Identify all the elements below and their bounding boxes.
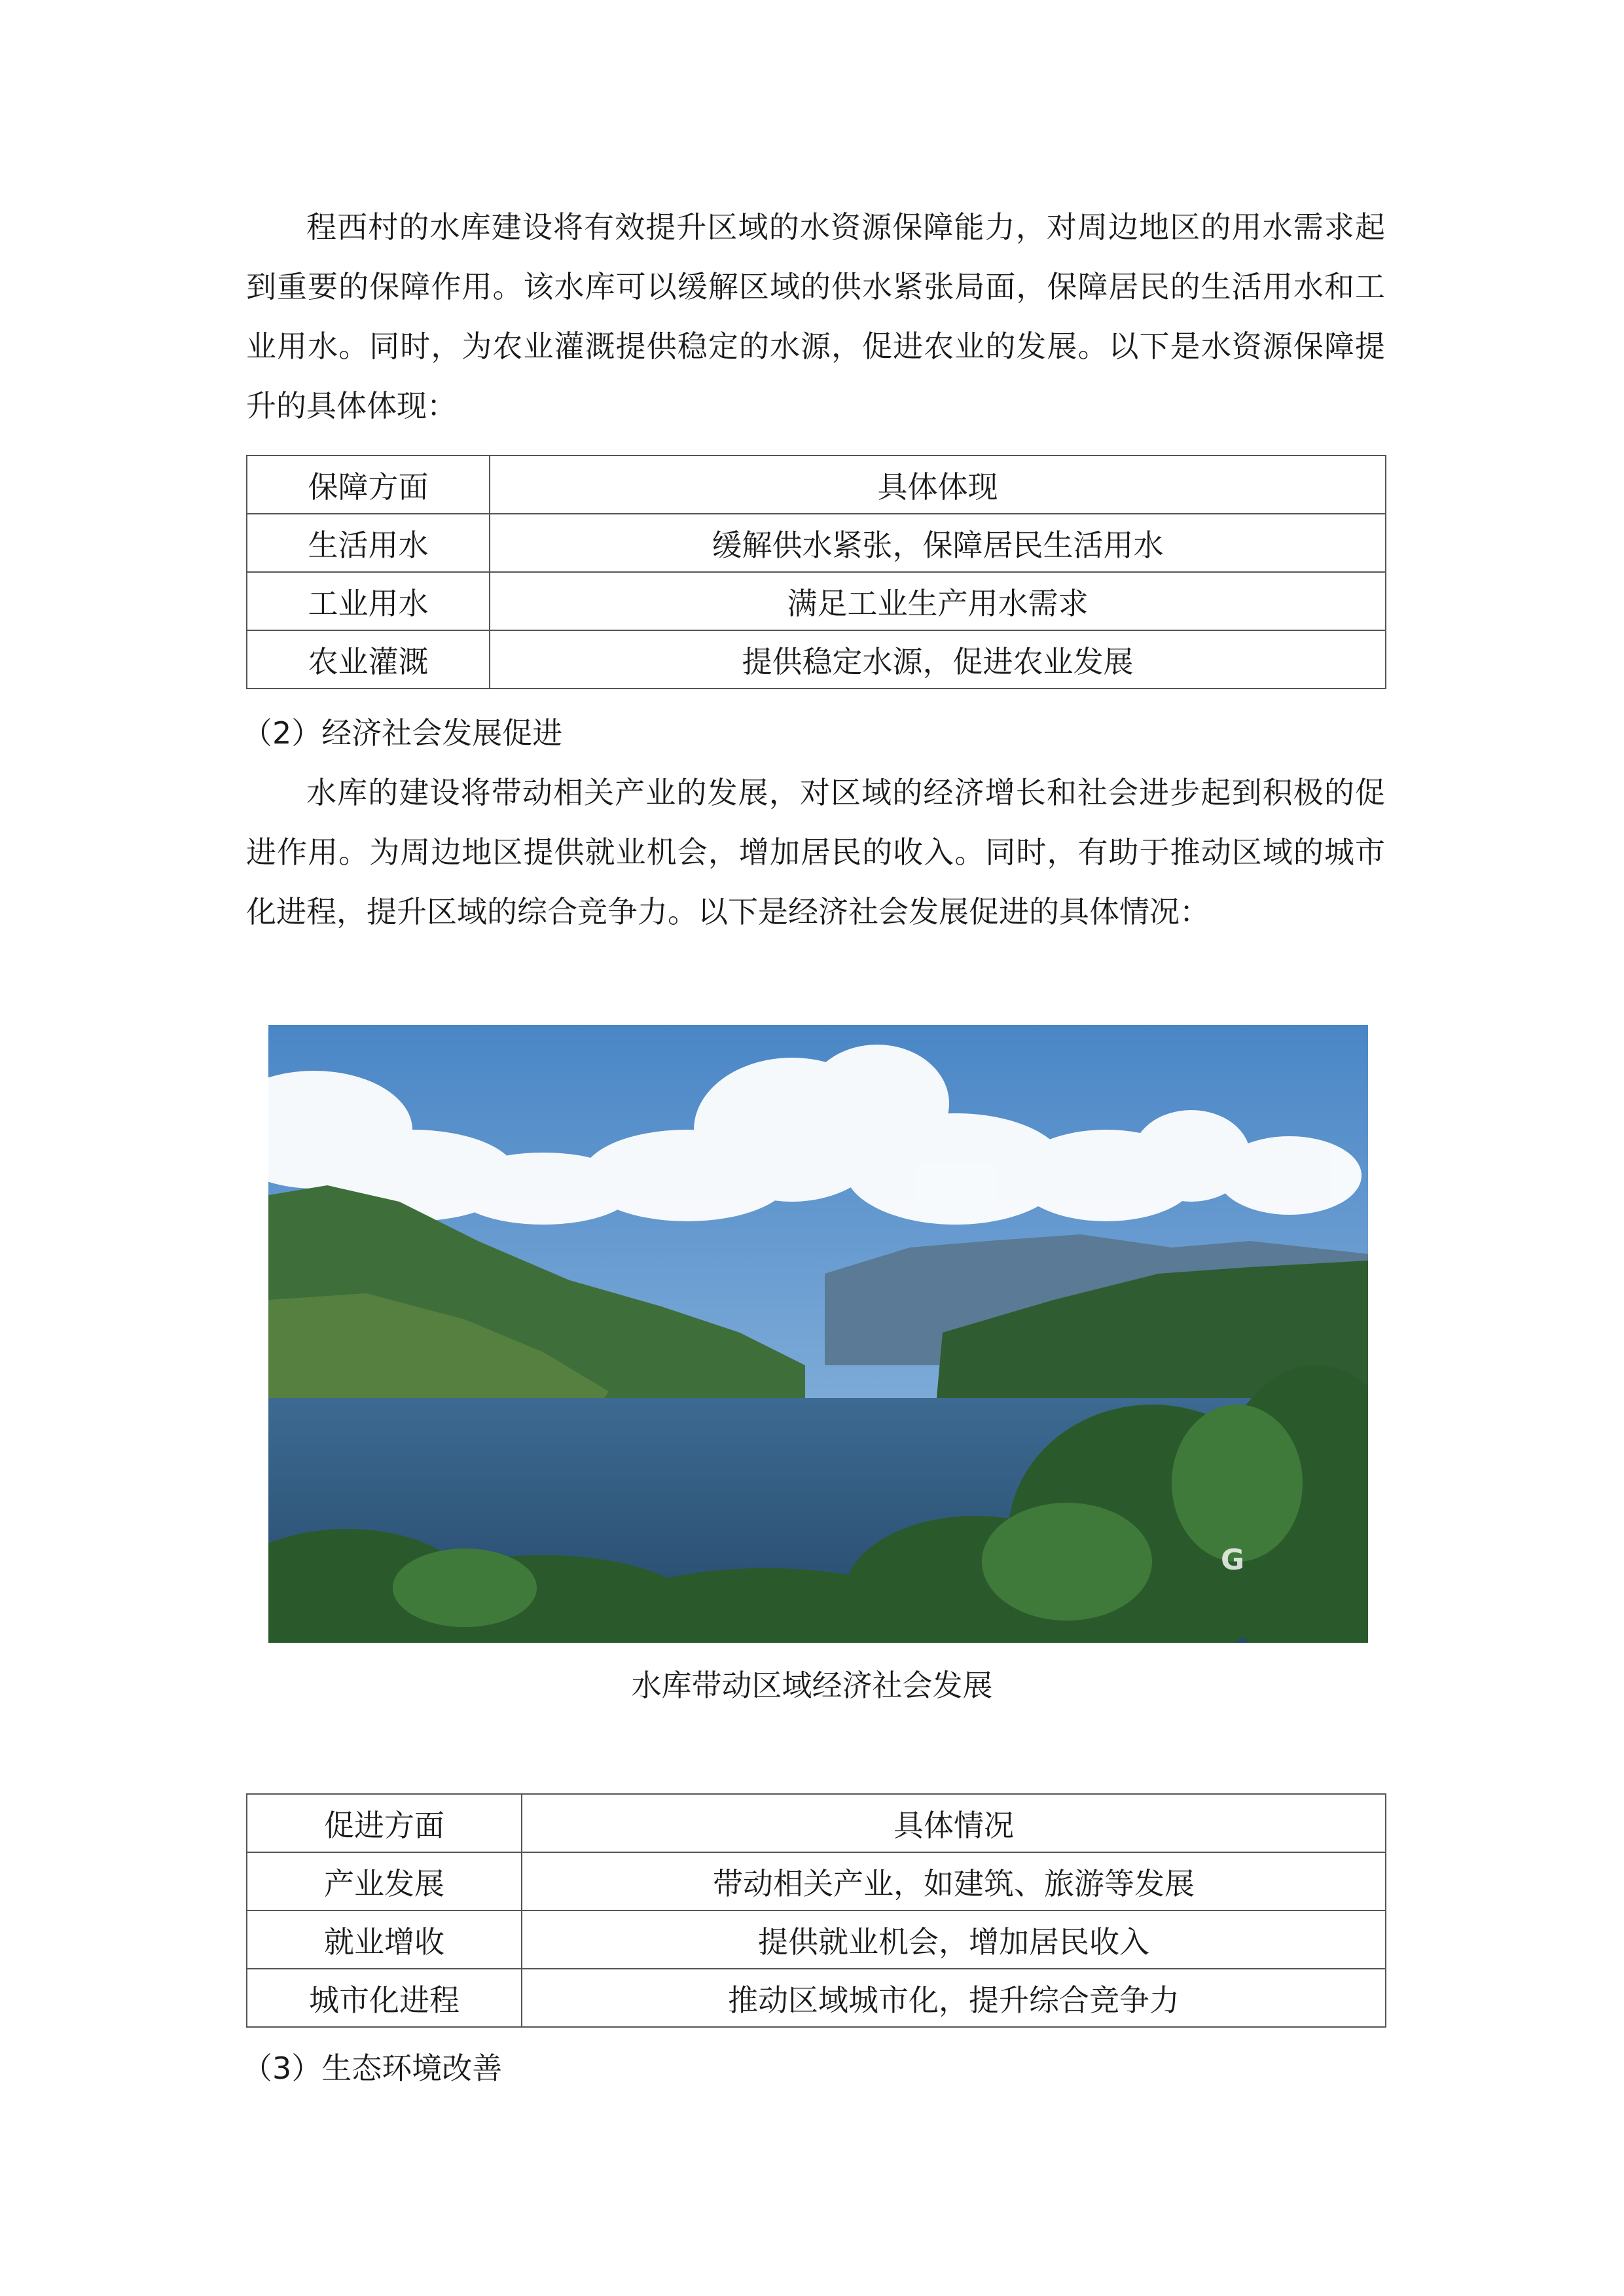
intro-paragraph: 程西村的水库建设将有效提升区域的水资源保障能力，对周边地区的用水需求起到重要的保障作用。该水库可以缓解区域的供水紧张局面，保障居民的生活用水和工业用水。同时，为农业灌溉提供稳定的水源，促进农业的发展。以下是水资源保障提升的具体体现： bbox=[246, 209, 1385, 423]
table-cell: 农业灌溉 bbox=[247, 630, 490, 689]
table-header-cell: 促进方面 bbox=[247, 1794, 522, 1852]
table-cell: 缓解供水紧张，保障居民生活用水 bbox=[490, 514, 1386, 572]
table-cell: 城市化进程 bbox=[247, 1969, 522, 2027]
section-heading-economy: （2）经济社会发展促进 bbox=[242, 715, 563, 751]
table-cell: 满足工业生产用水需求 bbox=[490, 572, 1386, 630]
watermark-logo: G bbox=[1221, 1543, 1245, 1577]
table-cell: 产业发展 bbox=[247, 1852, 522, 1910]
table-cell: 推动区域城市化，提升综合竞争力 bbox=[522, 1969, 1386, 2027]
table-cell: 生活用水 bbox=[247, 514, 490, 572]
table-header-cell: 具体体现 bbox=[490, 456, 1386, 514]
table-cell: 工业用水 bbox=[247, 572, 490, 630]
table-cell: 就业增收 bbox=[247, 1910, 522, 1969]
table-row bbox=[247, 1910, 1386, 1969]
economy-table bbox=[246, 1793, 1386, 2028]
table-header-cell: 具体情况 bbox=[522, 1794, 1386, 1852]
photo-caption: 水库带动区域经济社会发展 bbox=[631, 1668, 993, 1703]
table-row bbox=[247, 572, 1386, 630]
table-cell: 提供就业机会，增加居民收入 bbox=[522, 1910, 1386, 1969]
table-cell: 提供稳定水源，促进农业发展 bbox=[490, 630, 1386, 689]
table-cell: 带动相关产业，如建筑、旅游等发展 bbox=[522, 1852, 1386, 1910]
table-header-row bbox=[247, 1794, 1386, 1852]
table-header-cell: 保障方面 bbox=[247, 456, 490, 514]
table-row bbox=[247, 514, 1386, 572]
reservoir-photo bbox=[268, 1025, 1368, 1643]
water-security-table bbox=[246, 455, 1386, 689]
section-heading-ecology: （3）生态环境改善 bbox=[242, 2051, 503, 2086]
table-row bbox=[247, 1969, 1386, 2027]
economy-paragraph: 水库的建设将带动相关产业的发展，对区域的经济增长和社会进步起到积极的促进作用。为周边地区提供就业机会，增加居民的收入。同时，有助于推动区域的城市化进程，提升区域的综合竞争力。以下是经济社会发展促进的具体情况： bbox=[246, 775, 1385, 929]
table-header-row bbox=[247, 456, 1386, 514]
table-row bbox=[247, 630, 1386, 689]
table-row bbox=[247, 1852, 1386, 1910]
